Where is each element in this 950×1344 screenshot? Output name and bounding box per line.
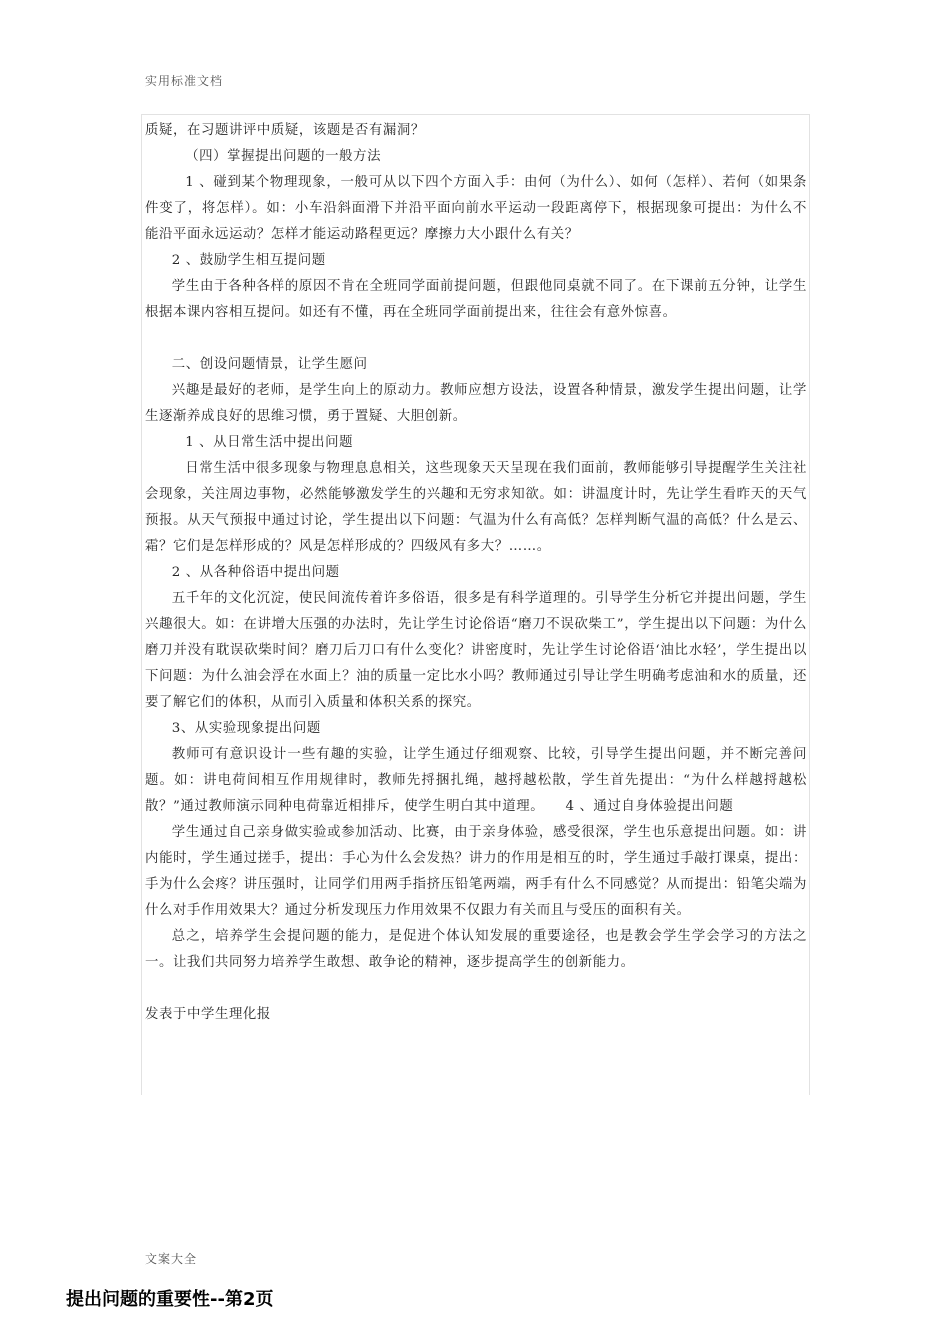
paragraph-gap (145, 976, 807, 1002)
section-heading-4: （四）掌握提出问题的一般方法 (185, 149, 382, 164)
paragraph-mutual-questions: 学生由于各种各样的原因不肯在全班同学面前提问题，但跟他同桌就不同了。在下课前五分钟，让学生根据本课内容相互提问。如还有不懂，再在全班同学面前提出来，往往会有意外惊喜。 (145, 279, 807, 320)
subheading-daily-life: 1 、从日常生活中提出问题 (185, 435, 354, 450)
document-body (145, 118, 807, 1028)
page-title-footer: 提出问题的重要性--第2页 (66, 1289, 274, 1310)
paragraph-conclusion: 总之，培养学生会提问题的能力，是促进个体认知发展的重要途径，也是教会学生学会学习的方法之一。让我们共同努力培养学生敢想、敢争论的精神，逐步提高学生的创新能力。 (145, 929, 807, 970)
section-heading-2: 二、创设问题情景，让学生愿问 (171, 357, 368, 372)
paragraph-method-1: 1 、碰到某个物理现象，一般可从以下四个方面入手：由何（为什么）、如何（怎样）、若何（如果条件变了，将怎样）。如：小车沿斜面滑下并沿平面向前水平运动一段距离停下，根据现象可提出：为什么不能沿平面永远运动？怎样才能运动路程更远？摩擦力大小跟什么有关？ (145, 175, 807, 242)
paragraph-daily-life: 日常生活中很多现象与物理息息相关，这些现象天天呈现在我们面前，教师能够引导提醒学生关注社会现象，关注周边事物，必然能够激发学生的兴趣和无穷求知欲。如：讲温度计时，先让学生看昨天的天气预报。从天气预报中通过讨论，学生提出以下问题：气温为什么有高低？怎样判断气温的高低？什么是云、霜？它们是怎样形成的？风是怎样形成的？四级风有多大？……。 (145, 461, 807, 554)
subheading-sayings: 2 、从各种俗语中提出问题 (171, 565, 340, 580)
paragraph-sayings: 五千年的文化沉淀，使民间流传着许多俗语，很多是有科学道理的。引导学生分析它并提出问题，学生兴趣很大。如：在讲增大压强的办法时，先让学生讨论俗语“磨刀不误砍柴工”，学生提出以下问题：为什么磨刀并没有耽误砍柴时间？磨刀后刀口有什么变化？讲密度时，先让学生讨论俗语‘油比水轻’，学生提出以下问题：为什么油会浮在水面上？油的质量一定比水小吗？教师通过引导让学生明确考虑油和水的质量，还要了解它们的体积，从而引入质量和体积关系的探究。 (145, 591, 807, 710)
paragraph-experience: 学生通过自己亲身做实验或参加活动、比赛，由于亲身体验，感受很深，学生也乐意提出问题。如：讲内能时，学生通过搓手，提出：手心为什么会发热？讲力的作用是相互的时，学生通过手敲打课桌，提出：手为什么会疼？讲压强时，让同学们用两手指挤压铅笔两端，两手有什么不同感觉？从而提出：铅笔尖端为什么对手作用效果大？通过分析发现压力作用效果不仅跟力有关而且与受压的面积有关。 (145, 825, 807, 918)
paragraph-experiments: 教师可有意识设计一些有趣的实验，让学生通过仔细观察、比较，引导学生提出问题，并不断完善问题。如：讲电荷间相互作用规律时，教师先捋捆扎绳，越捋越松散，学生首先提出：“为什么样越捋越松散？”通过教师演示同种电荷靠近相排斥，使学生明白其中道理。 4 、通过自身体验提出问题 (145, 747, 807, 814)
page-header: 实用标准文档 (145, 74, 224, 88)
paragraph-interest: 兴趣是最好的老师，是学生向上的原动力。教师应想方设法，设置各种情景，激发学生提出问题，让学生逐渐养成良好的思维习惯，勇于置疑、大胆创新。 (145, 383, 807, 424)
subheading-mutual-questions: 2 、鼓励学生相互提问题 (171, 253, 326, 268)
paragraph-intro: 质疑，在习题讲评中质疑，该题是否有漏洞？ (145, 123, 425, 138)
subheading-experiments: 3、从实验现象提出问题 (171, 721, 321, 736)
footer-label: 文案大全 (145, 1252, 198, 1266)
publication-note: 发表于中学生理化报 (145, 1007, 271, 1022)
paragraph-gap (145, 326, 807, 352)
